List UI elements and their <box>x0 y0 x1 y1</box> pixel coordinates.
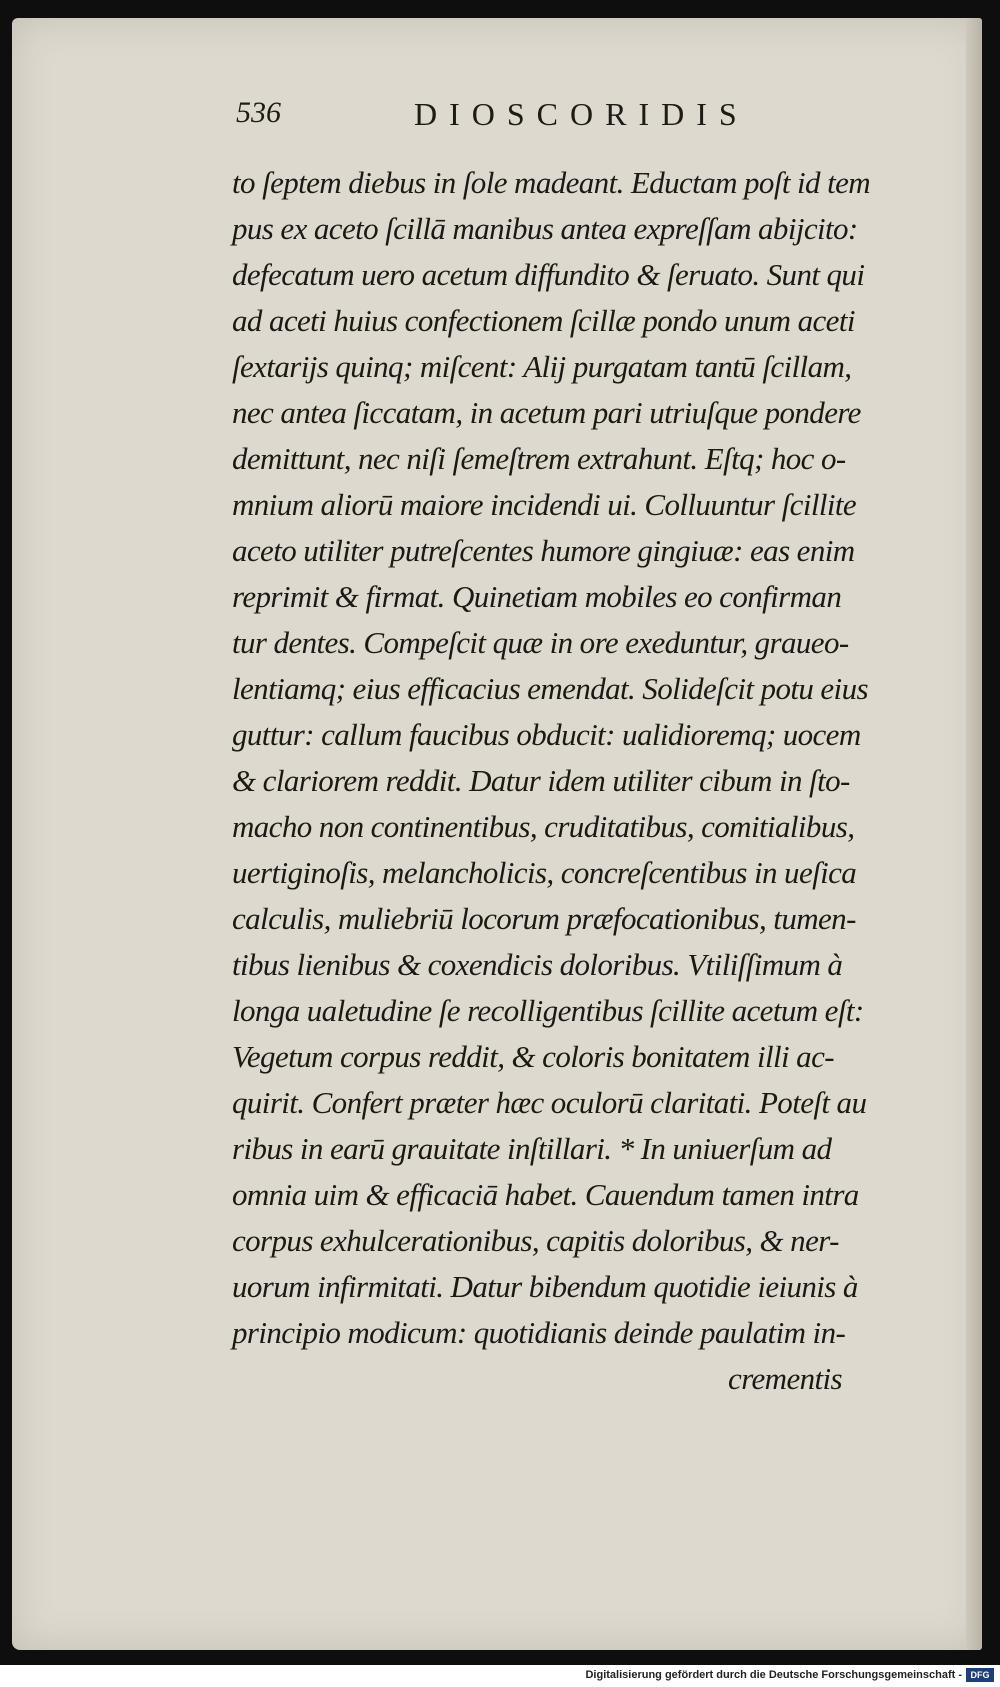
text-line: tibus lienibus & coxendicis doloribus. Vtiliſſimum à <box>232 947 843 982</box>
text-line: quirit. Confert præter hæc oculorū claritati. Poteſt au <box>232 1085 867 1120</box>
text-line: mnium aliorū maiore incidendi ui. Colluuntur ſcillite <box>232 487 857 522</box>
text-line: uertiginoſis, melancholicis, concreſcentibus in ueſica <box>232 855 857 890</box>
text-line: demittunt, nec niſi ſemeſtrem extrahunt. Eſtq; hoc o- <box>232 441 846 476</box>
text-line: tur dentes. Compeſcit quæ in ore exeduntur, graueo- <box>232 625 849 660</box>
text-line: uorum infirmitati. Datur bibendum quotidie ieiunis à <box>232 1269 858 1304</box>
digitization-credit: Digitalisierung gefördert durch die Deutsche Forschungsgemeinschaft - <box>585 1669 962 1681</box>
text-line: Vegetum corpus reddit, & coloris bonitatem illi ac- <box>232 1039 834 1074</box>
text-line: principio modicum: quotidianis deinde paulatim in- <box>232 1315 846 1350</box>
text-line: corpus exhulcerationibus, capitis doloribus, & ner- <box>232 1223 839 1258</box>
text-line: to ſeptem diebus in ſole madeant. Eductam poſt id tem <box>232 165 871 200</box>
footer-bar <box>0 1665 1000 1687</box>
text-line: pus ex aceto ſcillā manibus antea expreſſam abijcito: <box>232 211 858 246</box>
text-line: aceto utiliter putreſcentes humore gingiuæ: eas enim <box>232 533 855 568</box>
text-line: longa ualetudine ſe recolligentibus ſcillite acetum eſt: <box>232 993 864 1028</box>
running-title: DIOSCORIDIS <box>414 96 749 132</box>
text-line: nec antea ſiccatam, in acetum pari utriuſque pondere <box>232 395 861 430</box>
text-line: guttur: callum faucibus obducit: ualidioremq; uocem <box>232 717 861 752</box>
page-edge <box>966 18 982 1650</box>
text-line: macho non continentibus, cruditatibus, comitialibus, <box>232 809 855 844</box>
text-line: ſextarijs quinq; miſcent: Alij purgatam tantū ſcillam, <box>232 349 852 384</box>
text-line: defecatum uero acetum diffundito & ſeruato. Sunt qui <box>232 257 865 292</box>
text-line: reprimit & firmat. Quinetiam mobiles eo confirman <box>232 579 842 614</box>
body-text <box>232 160 932 1402</box>
page-number: 536 <box>236 96 281 129</box>
catchword: crementis <box>728 1361 842 1396</box>
text-line: ad aceti huius confectionem ſcillæ pondo unum aceti <box>232 303 855 338</box>
running-head <box>236 96 796 146</box>
dfg-logo-icon[interactable]: DFG <box>966 1668 994 1682</box>
text-line: ribus in earū grauitate inſtillari. * In uniuerſum ad <box>232 1131 832 1166</box>
text-line: calculis, muliebriū locorum præfocationibus, tumen- <box>232 901 856 936</box>
text-line: lentiamq; eius efficacius emendat. Solideſcit potu eius <box>232 671 868 706</box>
text-line: & clariorem reddit. Datur idem utiliter cibum in ſto- <box>232 763 850 798</box>
text-line: omnia uim & efficaciā habet. Cauendum tamen intra <box>232 1177 859 1212</box>
